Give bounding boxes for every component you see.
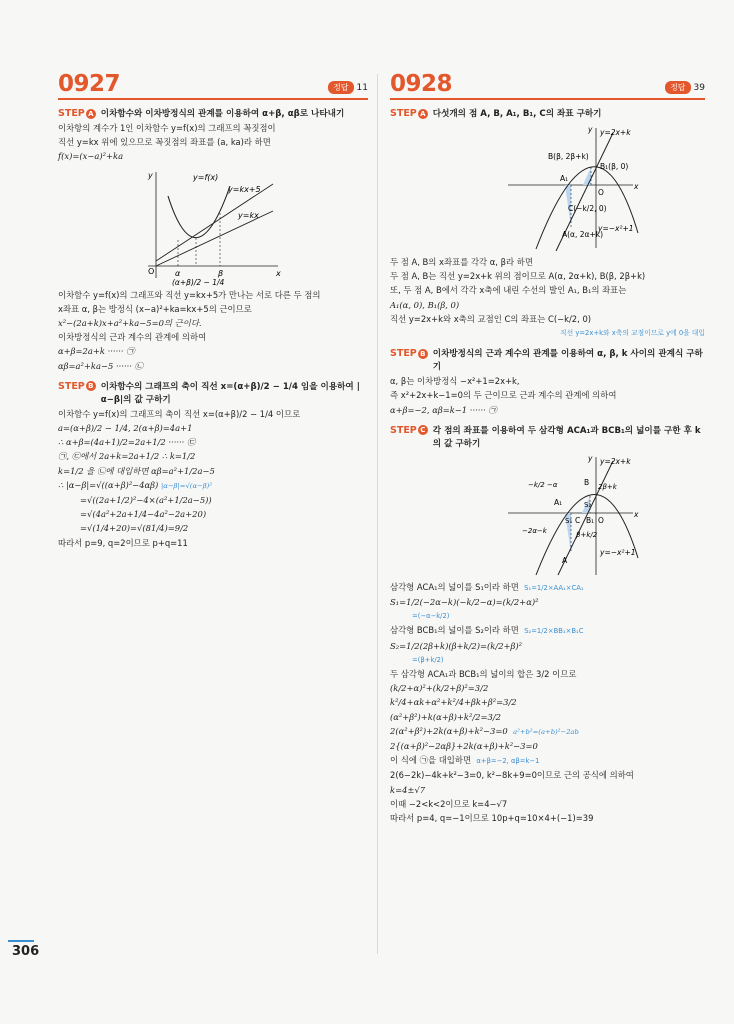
formula: A₁(α, 0), B₁(β, 0) (390, 299, 460, 310)
point-a1-label: A₁ (559, 174, 568, 183)
point-c-label: C(−k/2, 0) (567, 204, 607, 213)
alpha-label: α (175, 268, 181, 278)
side-note: =(−α−k/2) (412, 612, 450, 621)
line-kx5 (156, 184, 273, 261)
side-note: |α−β|=√(α−β)² (160, 481, 213, 490)
side-note: S₁=1/2×AA₁×CA₁ (524, 583, 584, 592)
answer-badge: 정답 (665, 81, 690, 94)
page-number: 306 (12, 944, 40, 959)
formula: (α²+β²)+k(α+β)+k²/2=3/2 (390, 711, 502, 722)
point-b1-label: B₁(β, 0) (599, 162, 628, 171)
side-note: 직선 y=2x+k와 x축의 교점이므로 y에 0을 대입 (560, 329, 705, 338)
side-note: a²+b²=(a+b)²−2ab (513, 727, 579, 736)
s1-label: S₁ (564, 516, 572, 525)
text-line: 삼각형 BCB₁의 넓이를 S₂이라 하면 S₂=1/2×BB₁×B₁C (390, 625, 584, 636)
formula: 2{(α+β)²−2αβ}+2k(α+β)+k²−3=0 (390, 741, 538, 752)
text-line: 이차방정식의 근과 계수의 관계에 의하여 (58, 332, 207, 343)
text-line: 두 점 A, B의 x좌표를 각각 α, β라 하면 (390, 257, 533, 267)
answer (328, 81, 368, 94)
point-c-label: C (574, 515, 580, 525)
side-note: S₂=1/2×BB₁×B₁C (524, 627, 584, 636)
formula: ∴ α+β=(4a+1)/2=2a+1/2 ······ ㉢ (58, 437, 196, 448)
s2-label: S₂ (583, 500, 591, 509)
graph-0928-b (448, 453, 648, 578)
origin-label: O (597, 515, 604, 525)
x-label: x (276, 268, 281, 278)
formula: =√(4a²+2a+1/4−4a²−2a+20) (80, 509, 207, 520)
formula: α+β=2a+k ······ ㉠ (58, 346, 135, 357)
dim-label-3: −2α−k (521, 526, 547, 535)
text-line: 이 식에 ㉠을 대입하면 α+β=−2, αβ=k−1 (390, 755, 540, 766)
point-b1-label: B₁ (585, 515, 594, 525)
text-line: 직선 y=kx 위에 있으므로 꼭짓점의 좌표를 (a, ka)라 하면 (58, 137, 271, 148)
y-label: y (587, 453, 592, 463)
graph-0927 (138, 166, 288, 286)
step-b (390, 348, 705, 374)
text-line: x좌표 α, β는 방정식 (x−a)²+ka=kx+5의 근이므로 (58, 303, 252, 314)
step-letter-icon: C (418, 425, 428, 435)
side-note: α+β=−2, αβ=k−1 (476, 757, 540, 766)
step-label: STEP A (390, 108, 428, 119)
origin-label: O (148, 266, 155, 276)
line-label: y=2x+k (599, 456, 631, 466)
text-line: 삼각형 ACA₁의 넓이를 S₁이라 하면 S₁=1/2×AA₁×CA₁ (390, 581, 584, 592)
text-line: 즉 x²+2x+k−1=0의 두 근이므로 근과 계수의 관계에 의하여 (390, 390, 617, 401)
problem-0928 (390, 70, 705, 825)
text-line: α, β는 이차방정식 −x²+1=2x+k, (390, 376, 520, 387)
point-a-label: A (561, 555, 567, 565)
text-line: 이차함수 y=f(x)의 그래프와 직선 y=kx+5가 만나는 서로 다른 두 점의 (58, 289, 321, 300)
formula: 2(α²+β²)+2k(α+β)+k²−3=0 a²+b²=(a+b)²−2ab (390, 725, 579, 736)
axis-label: (α+β)/2 − 1/4 (172, 277, 225, 286)
answer-value: 11 (356, 82, 368, 93)
conclusion: 따라서 p=4, q=−1이므로 10p+q=10×4+(−1)=39 (390, 813, 594, 824)
formula: α+β=−2, αβ=k−1 ······ ㉠ (390, 404, 497, 415)
curve-label: y=−x²+1 (597, 224, 634, 233)
point-a1-label: A₁ (553, 497, 562, 507)
formula: =√(1/4+20)=√(81/4)=9/2 (80, 523, 189, 534)
problem-header (390, 70, 705, 100)
text-line: 이때 −2<k<2이므로 k=4−√7 (390, 798, 508, 809)
step-label: STEP A (58, 108, 96, 119)
formula: f(x)=(x−a)²+ka (58, 151, 124, 162)
curve (168, 186, 230, 238)
text-line: 이차함수 y=f(x)의 그래프의 축이 직선 x=(α+β)/2 − 1/4 이므로 (58, 408, 301, 419)
step-title: 각 점의 좌표를 이용하여 두 삼각형 ACA₁과 BCB₁의 넓이를 구한 후 k의 값 구하기 (432, 425, 701, 449)
conclusion: 따라서 p=9, q=2이므로 p+q=11 (58, 537, 188, 548)
formula: S₁=1/2(−2α−k)(−k/2−α)=(k/2+α)² (390, 597, 539, 608)
text-line: 두 삼각형 ACA₁과 BCB₁의 넓이의 합은 3/2 이므로 (390, 669, 577, 680)
step-title: 이차함수의 그래프의 축이 직선 x=(α+β)/2 − 1/4 임을 이용하여 |α−β|의 값 구하기 (100, 381, 360, 405)
curve-label: y=−x²+1 (599, 547, 636, 557)
step-letter-icon: A (418, 109, 428, 119)
formula: x²−(2a+k)x+a²+ka−5=0의 근이다. (58, 318, 202, 329)
step-label: STEP C (390, 425, 428, 436)
formula: =√((2a+1/2)²−4×(a²+1/2a−5)) (80, 495, 212, 506)
beta-label: β (218, 268, 224, 278)
graph-0928-a (448, 123, 648, 253)
origin-label: O (597, 188, 604, 197)
formula: ㉠, ㉢에서 2a+k=2a+1/2 ∴ k=1/2 (58, 451, 196, 462)
step-letter-icon: A (86, 109, 96, 119)
x-label: x (633, 182, 638, 191)
line-label: y=2x+k (599, 128, 631, 137)
formula: k=4±√7 (390, 784, 426, 795)
text-line: 이차항의 계수가 1인 이차함수 y=f(x)의 그래프의 꼭짓점이 (58, 123, 276, 133)
step-title: 이차방정식의 근과 계수의 관계를 이용하여 α, β, k 사이의 관계식 구하기 (432, 349, 703, 373)
point-a-label: A(α, 2α+k) (561, 230, 603, 239)
line2-label: y=kx (238, 210, 259, 220)
curve-label: y=f(x) (193, 172, 219, 182)
x-label: x (633, 509, 638, 519)
text-line: 2(6−2k)−4k+k²−3=0, k²−8k+9=0이므로 근의 공식에 의하여 (390, 770, 634, 781)
formula: (k/2+α)²+(k/2+β)²=3/2 (390, 683, 489, 694)
step-label: STEP B (58, 381, 96, 392)
line1-label: y=kx+5 (228, 184, 261, 194)
problem-0927 (58, 70, 368, 550)
problem-number: 0927 (58, 71, 121, 97)
step-a (58, 108, 368, 121)
answer-value: 39 (693, 82, 705, 93)
column-divider (377, 74, 378, 954)
problem-header (58, 70, 368, 100)
answer (665, 81, 705, 94)
dim-label-4: β+k/2 (575, 530, 597, 539)
text-line: 직선 y=2x+k와 x축의 교점인 C의 좌표는 C(−k/2, 0) (390, 313, 592, 324)
side-note: =(β+k/2) (412, 655, 444, 664)
formula: a=(α+β)/2 − 1/4, 2(α+β)=4a+1 (58, 423, 193, 434)
page-number-bar (8, 940, 34, 942)
formula: ∴ |α−β|=√((α+β)²−4αβ) |α−β|=√(α−β)² (58, 479, 213, 490)
step-letter-icon: B (418, 349, 428, 359)
text-line: 또, 두 점 A, B에서 각각 x축에 내린 수선의 발인 A₁, B₁의 좌표는 (390, 285, 627, 296)
formula: S₂=1/2(2β+k)(β+k/2)=(k/2+β)² (390, 640, 523, 651)
point-b-label: B(β, 2β+k) (547, 152, 589, 161)
step-b (58, 381, 368, 407)
step-letter-icon: B (86, 381, 96, 391)
step-title: 이차함수와 이차방정식의 관계를 이용하여 α+β, αβ로 나타내기 (100, 109, 345, 119)
formula: k²/4+αk+α²+k²/4+βk+β²=3/2 (390, 697, 517, 708)
step-title: 다섯개의 점 A, B, A₁, B₁, C의 좌표 구하기 (432, 109, 602, 119)
formula: k=1/2 을 ㉡에 대입하면 αβ=a²+1/2a−5 (58, 465, 215, 476)
y-label: y (148, 170, 153, 180)
step-a (390, 108, 705, 121)
dim-label-2: 2β+k (597, 482, 617, 491)
dim-label-1: −k/2 −α (527, 480, 557, 489)
step-label: STEP B (390, 348, 428, 359)
formula: αβ=a²+ka−5 ······ ㉡ (58, 360, 143, 371)
answer-badge: 정답 (328, 81, 353, 94)
step-c (390, 425, 705, 451)
point-b-label: B (583, 477, 589, 487)
problem-number: 0928 (390, 71, 453, 97)
y-label: y (587, 125, 592, 134)
text-line: 두 점 A, B는 직선 y=2x+k 위의 점이므로 A(α, 2α+k), B(β, 2β+k) (390, 271, 646, 282)
